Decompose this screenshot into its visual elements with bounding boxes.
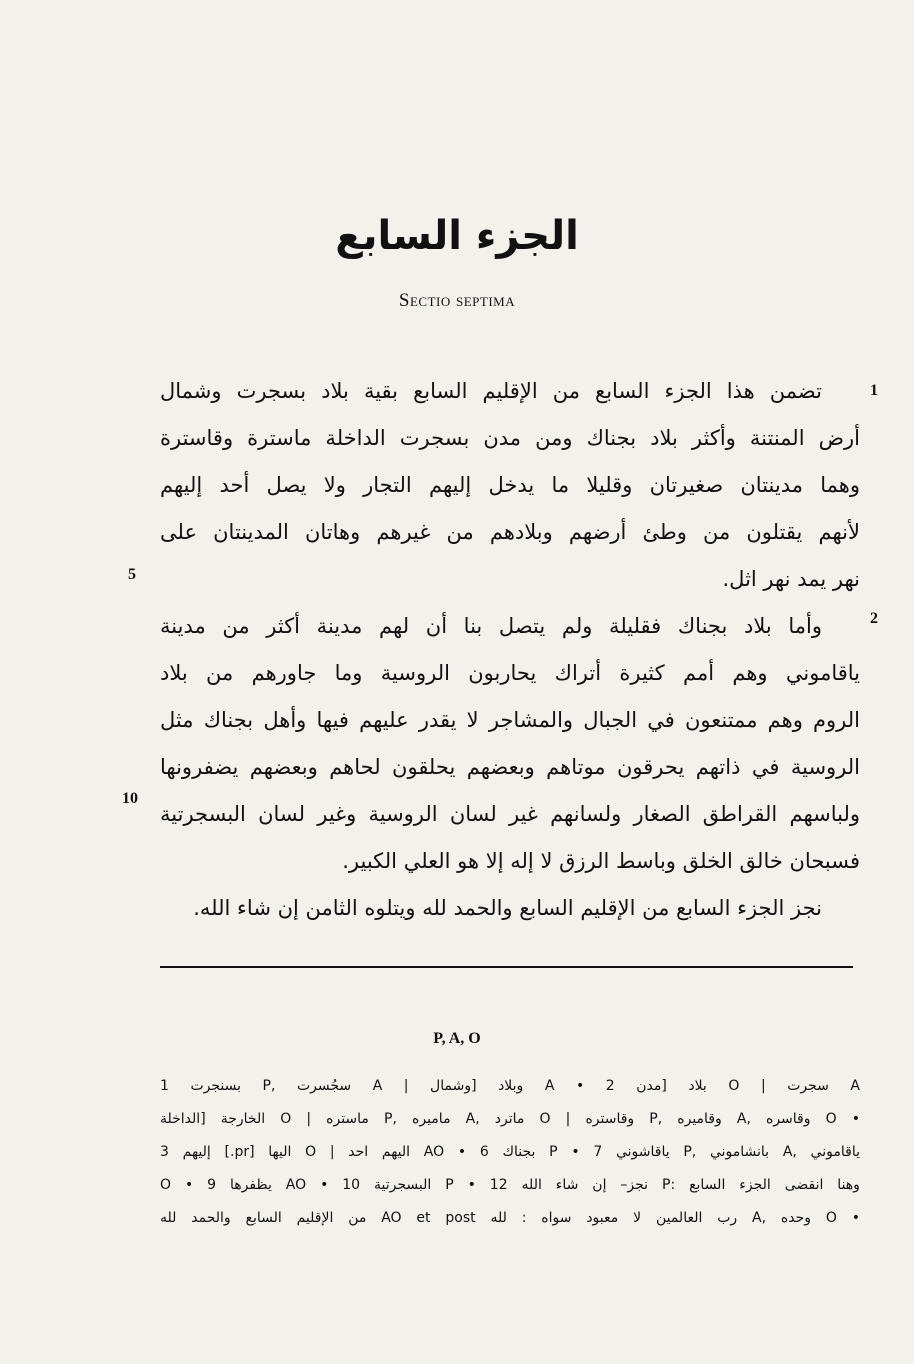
apparatus-line-1: A سجرت | O بلاد [مدن 2 • A وبلاد [وشمال | A سجُسرت ,P بسنجرت 1 — [160, 1078, 860, 1094]
text-line-2: أرض المنتنة وأكثر بلاد بجناك ومن مدن بسجرت الداخلة ماسترة وقاسترة — [160, 426, 860, 450]
line-number-10: 10 — [122, 790, 138, 807]
paragraph-number-1: 1 — [870, 382, 878, 399]
manuscript-sigla: P, A, O — [433, 1030, 481, 1047]
footnote-divider — [160, 966, 853, 968]
text-line-9: الروسية في ذاتهم يحرقون موتاهم وبعضهم يحلقون لحاهم وبعضهم يضفرونها — [160, 755, 860, 779]
text-line-6: وأما بلاد بجناك فقليلة ولم يتصل بنا أن لهم مدينة أكثر من مدينة — [160, 614, 822, 638]
line-number-5: 5 — [128, 566, 136, 583]
critical-apparatus — [160, 1070, 860, 1235]
text-line-10: ولباسهم القراطق الصغار ولسانهم غير لسان الروسية وغير لسان البسجرتية — [160, 802, 860, 826]
text-line-1: تضمن هذا الجزء السابع من الإقليم السابع بقية بلاد بسجرت وشمال — [160, 379, 822, 403]
paragraph-number-2: 2 — [870, 610, 878, 627]
section-title-latin: Sectio septima — [398, 290, 516, 311]
apparatus-line-4: وهنا انقضى الجزء السابع :P نجز– إن شاء الله 12 • P البسجرتية 10 • AO يظفرها 9 • O — [160, 1177, 860, 1193]
text-line-11: فسبحان خالق الخلق وباسط الرزق لا إله إلا هو العلي الكبير. — [342, 849, 860, 873]
apparatus-line-2: • O وقاسره ,A وقاميره ,P وقاستره | O ماترد ,A ماميره ,P ماستره | O الخارجة [الداخلة — [160, 1111, 860, 1127]
text-line-7: ياقاموني وهم أمم كثيرة أتراك يحاربون الروسية وما جاورهم من بلاد — [160, 661, 860, 685]
text-line-4: لأنهم يقتلون من وطئ أرضهم وبلادهم من غيرهم وهاتان المدينتان على — [160, 520, 860, 544]
text-line-8: الروم وهم ممتنعون في الجبال والمشاجر لا يقدر عليهم فيها وأهل بجناك مثل — [160, 708, 860, 732]
apparatus-line-5: • O وحده ,A رب العالمين لا معبود سواه : لله AO et post من الإقليم السابع والحمد لله — [160, 1210, 860, 1226]
apparatus-line-3: ياقاموني ,A بانشاموني ,P ياقاشوني 7 • P بجناك 6 • AO اليهم احد | O اليها [pr.] إليهم 3 — [160, 1144, 860, 1160]
text-line-12: نجز الجزء السابع من الإقليم السابع والحمد لله ويتلوه الثامن إن شاء الله. — [193, 896, 822, 920]
text-line-3: وهما مدينتان صغيرتان وقليلا ما يدخل إليهم التجار ولا يصل أحد إليهم — [160, 473, 860, 497]
main-text — [160, 368, 860, 932]
section-title-arabic: الجزء السابع — [335, 213, 579, 259]
text-line-5: نهر يمد نهر اثل. — [722, 567, 860, 591]
